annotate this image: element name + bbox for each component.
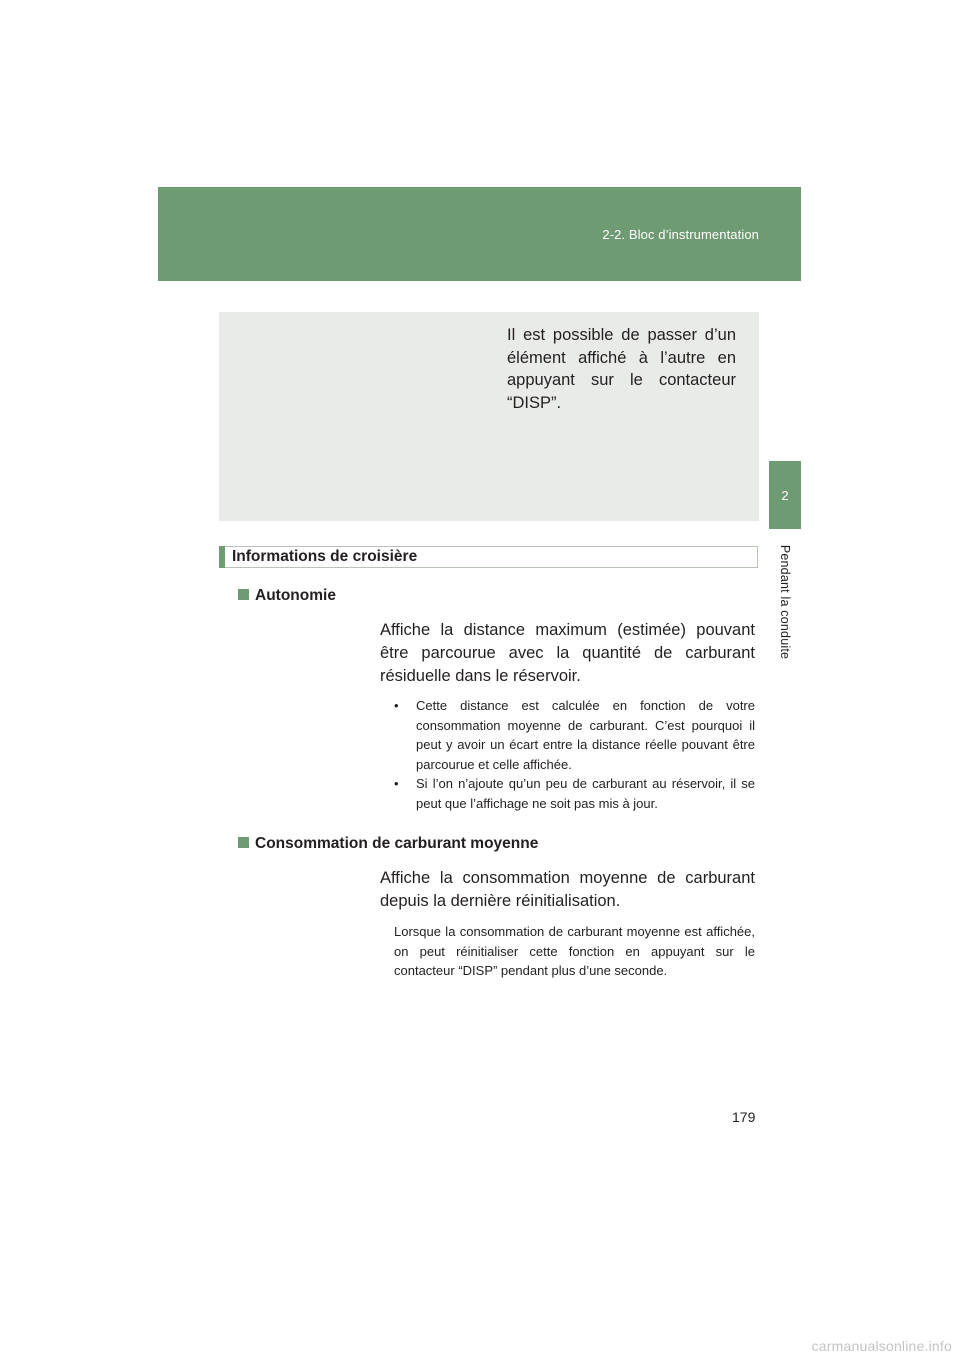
subheading-consommation-text: Consommation de carburant moyenne xyxy=(255,835,539,852)
illustration-panel xyxy=(219,312,759,521)
note-text: Si l’on n’ajoute qu’un peu de carburant au réservoir, il se peut que l’affichage ne soit pas mis à jour. xyxy=(416,776,755,811)
illustration-caption: Il est possible de passer d’un élément affiché à l’autre en appuyant sur le contacteur “DISP”. xyxy=(507,326,736,412)
chapter-number: 2 xyxy=(781,488,789,503)
page-number: 179 xyxy=(732,1109,756,1125)
subheading-autonomie-text: Autonomie xyxy=(255,587,336,604)
bullet-icon: • xyxy=(394,776,399,791)
consommation-note: Lorsque la consommation de carburant moyenne est affichée, on peut réinitialiser cette fonction en appuyant sur le contacteur “DISP” pendant plus d’une seconde. xyxy=(394,924,755,978)
section-header xyxy=(220,546,758,568)
subheading-consommation xyxy=(238,835,538,853)
note-text: Cette distance est calculée en fonction de votre consommation moyenne de carburant. C’est pourquoi il peut y avoir un écart entre la distance réelle pouvant être parcourue et celle affichée. xyxy=(416,698,755,772)
autonomie-notes xyxy=(390,696,755,813)
square-bullet-icon xyxy=(238,589,249,600)
header-band xyxy=(158,187,801,281)
section-accent xyxy=(219,546,225,568)
list-item xyxy=(390,696,755,774)
square-bullet-icon xyxy=(238,837,249,848)
watermark: carmanualsonline.info xyxy=(811,1338,952,1354)
chapter-side-label-text: Pendant la conduite xyxy=(778,544,792,660)
consommation-description: Affiche la consommation moyenne de carburant depuis la dernière réinitialisation. xyxy=(380,869,755,910)
autonomie-description: Affiche la distance maximum (estimée) pouvant être parcourue avec la quantité de carburant résiduelle dans le réservoir. xyxy=(380,621,755,685)
bullet-icon: • xyxy=(394,698,399,713)
chapter-tab xyxy=(769,461,801,529)
chapter-title: 2-2. Bloc d’instrumentation xyxy=(602,227,759,242)
list-item xyxy=(390,774,755,813)
section-title: Informations de croisière xyxy=(232,548,418,565)
subheading-autonomie xyxy=(238,587,336,605)
